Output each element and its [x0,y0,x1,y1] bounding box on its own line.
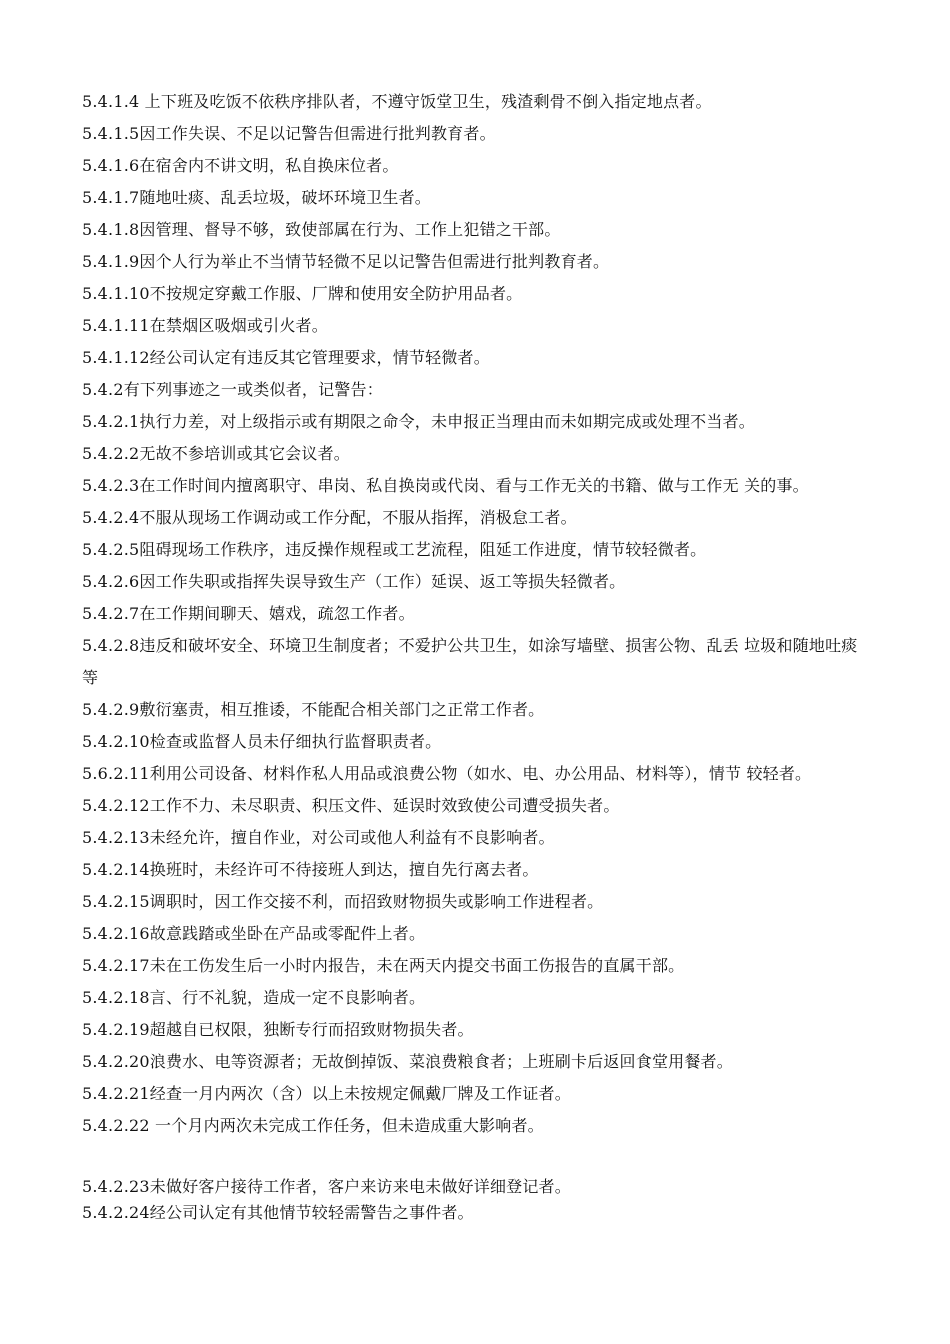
clause-5-4-2-24: 5.4.2.24经公司认定有其他情节较轻需警告之事件者。 [82,1203,474,1222]
document-body [82,86,872,1226]
clause-5-4-2-16: 5.4.2.16故意践踏或坐卧在产品或零配件上者。 [82,924,426,943]
section-heading-5-4-2: 5.4.2有下列事迹之一或类似者，记警告： [82,380,383,399]
clause-5-4-2-18: 5.4.2.18言、行不礼貌，造成一定不良影响者。 [82,988,426,1007]
clause-5-4-2-19: 5.4.2.19超越自已权限，独断专行而招致财物损失者。 [82,1020,474,1039]
clause-5-4-2-5: 5.4.2.5阻碍现场工作秩序，违反操作规程或工艺流程，阻延工作进度，情节较轻微者。 [82,540,707,559]
clause-5-4-2-20: 5.4.2.20浪费水、电等资源者；无故倒掉饭、菜浪费粮食者；上班刷卡后返回食堂用餐者。 [82,1052,733,1071]
clause-5-4-2-6: 5.4.2.6因工作失职或指挥失误导致生产（工作）延误、返工等损失轻微者。 [82,572,626,591]
clause-5-6-2-11: 5.6.2.11利用公司设备、材料作私人用品或浪费公物（如水、电、办公用品、材料等），情节 较轻者。 [82,764,812,783]
clause-5-4-2-22: 5.4.2.22 一个月内两次未完成工作任务，但未造成重大影响者。 [82,1116,544,1135]
clause-5-4-2-9: 5.4.2.9敷衍塞责，相互推诿，不能配合相关部门之正常工作者。 [82,700,545,719]
clause-5-4-2-13: 5.4.2.13未经允许，擅自作业，对公司或他人利益有不良影响者。 [82,828,555,847]
clause-5-4-2-1: 5.4.2.1执行力差，对上级指示或有期限之命令，未申报正当理由而未如期完成或处理不当者。 [82,412,755,431]
blank-line [82,1142,872,1174]
clause-5-4-1-8: 5.4.1.8因管理、督导不够，致使部属在行为、工作上犯错之干部。 [82,220,561,239]
clause-5-4-2-2: 5.4.2.2无故不参培训或其它会议者。 [82,444,350,463]
clause-5-4-2-15: 5.4.2.15调职时，因工作交接不利，而招致财物损失或影响工作进程者。 [82,892,604,911]
clause-5-4-1-11: 5.4.1.11在禁烟区吸烟或引火者。 [82,316,328,335]
clause-5-4-2-3: 5.4.2.3在工作时间内擅离职守、串岗、私自换岗或代岗、看与工作无关的书籍、做与工作无 关的事。 [82,476,809,495]
clause-5-4-1-4: 5.4.1.4 上下班及吃饭不依秩序排队者，不遵守饭堂卫生，残渣剩骨不倒入指定地点者。 [82,92,712,111]
clause-5-4-2-7: 5.4.2.7在工作期间聊天、嬉戏，疏忽工作者。 [82,604,415,623]
clause-5-4-1-9: 5.4.1.9因个人行为举止不当情节轻微不足以记警告但需进行批判教育者。 [82,252,610,271]
clause-5-4-2-21: 5.4.2.21经查一月内两次（含）以上未按规定佩戴厂牌及工作证者。 [82,1084,571,1103]
clause-5-4-1-12: 5.4.1.12经公司认定有违反其它管理要求，情节轻微者。 [82,348,490,367]
clause-5-4-2-8: 5.4.2.8违反和破坏安全、环境卫生制度者；不爱护公共卫生，如涂写墙壁、损害公物、乱丢 垃圾和随地吐痰等 [82,636,858,687]
clause-5-4-2-10: 5.4.2.10检查或监督人员未仔细执行监督职责者。 [82,732,442,751]
clause-5-4-2-14: 5.4.2.14换班时，未经许可不待接班人到达，擅自先行离去者。 [82,860,539,879]
clause-5-4-1-10: 5.4.1.10不按规定穿戴工作服、厂牌和使用安全防护用品者。 [82,284,523,303]
clause-5-4-2-17: 5.4.2.17未在工伤发生后一小时内报告，未在两天内提交书面工伤报告的直属干部。 [82,956,685,975]
clause-5-4-2-12: 5.4.2.12工作不力、未尽职责、积压文件、延误时效致使公司遭受损失者。 [82,796,620,815]
clause-5-4-1-5: 5.4.1.5因工作失误、不足以记警告但需进行批判教育者。 [82,124,496,143]
clause-5-4-2-23: 5.4.2.23未做好客户接待工作者，客户来访来电未做好详细登记者。 [82,1177,571,1196]
clause-5-4-1-7: 5.4.1.7随地吐痰、乱丢垃圾，破坏环境卫生者。 [82,188,431,207]
clause-5-4-1-6: 5.4.1.6在宿舍内不讲文明，私自换床位者。 [82,156,399,175]
clause-5-4-2-4: 5.4.2.4不服从现场工作调动或工作分配，不服从指挥，消极怠工者。 [82,508,577,527]
